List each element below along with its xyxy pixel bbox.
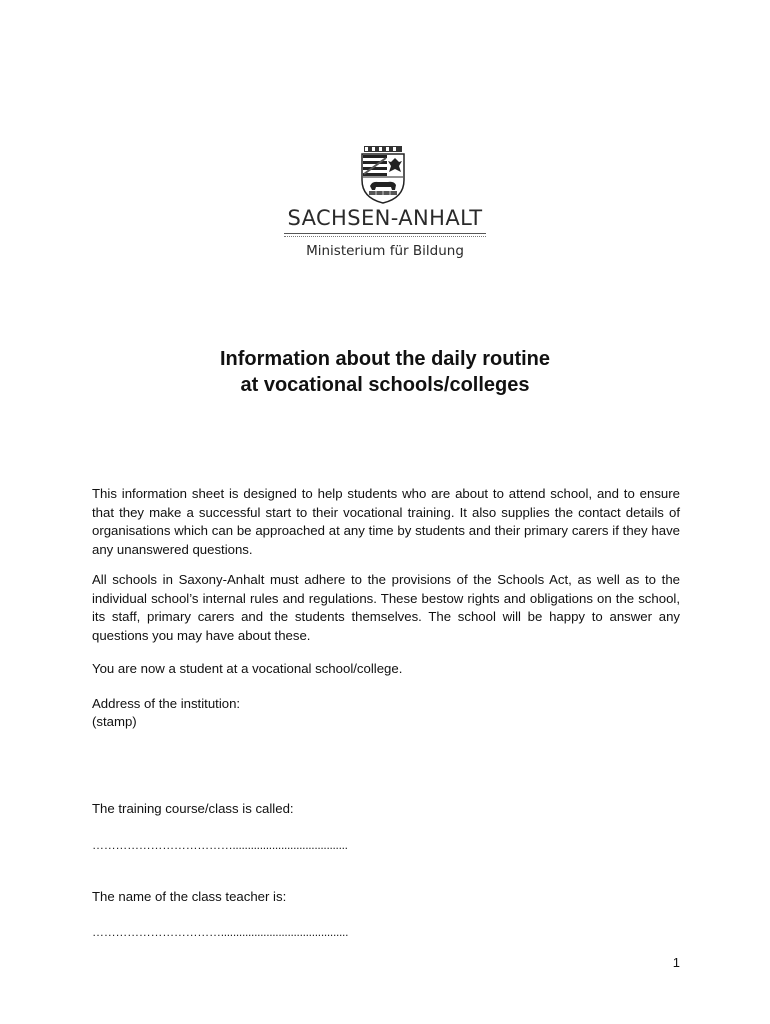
logo-wordmark: SACHSEN-ANHALT: [287, 206, 483, 230]
student-status-paragraph: You are now a student at a vocational school/college.: [92, 661, 403, 676]
intro-paragraph: This information sheet is designed to help students who are about to attend school, and to ensure that they make a successful start to their vocational training. It also supplies the contact details of organisations which can be approached at any time by students and their primary carers if they have any unanswered questions.: [92, 486, 680, 557]
course-label: The training course/class is called:: [92, 801, 294, 816]
logo-divider: [284, 233, 486, 234]
logo-subtitle: Ministerium für Bildung: [306, 243, 464, 259]
page-number: 1: [672, 955, 680, 970]
coat-of-arms-icon: [358, 146, 408, 204]
address-label: Address of the institution:: [92, 696, 241, 711]
document-title-line-1: Information about the daily routine: [220, 348, 550, 370]
document-title-line-2: at vocational schools/colleges: [240, 374, 530, 396]
logo-divider-dotted: [284, 236, 486, 237]
teacher-fill-in-line[interactable]: ……………………………..........................................: [92, 925, 349, 939]
course-fill-in-line[interactable]: ………………………………......................................: [92, 838, 348, 852]
schools-act-paragraph: All schools in Saxony-Anhalt must adhere to the provisions of the Schools Act, as well as to the individual school’s internal rules and regulations. These bestow rights and obligations on the school, its staff, primary carers and the students themselves. The school will be happy to answer any questions you may have about these.: [92, 572, 680, 643]
document-title: [90, 346, 680, 398]
stamp-label: (stamp): [92, 714, 137, 729]
teacher-label: The name of the class teacher is:: [92, 889, 287, 904]
